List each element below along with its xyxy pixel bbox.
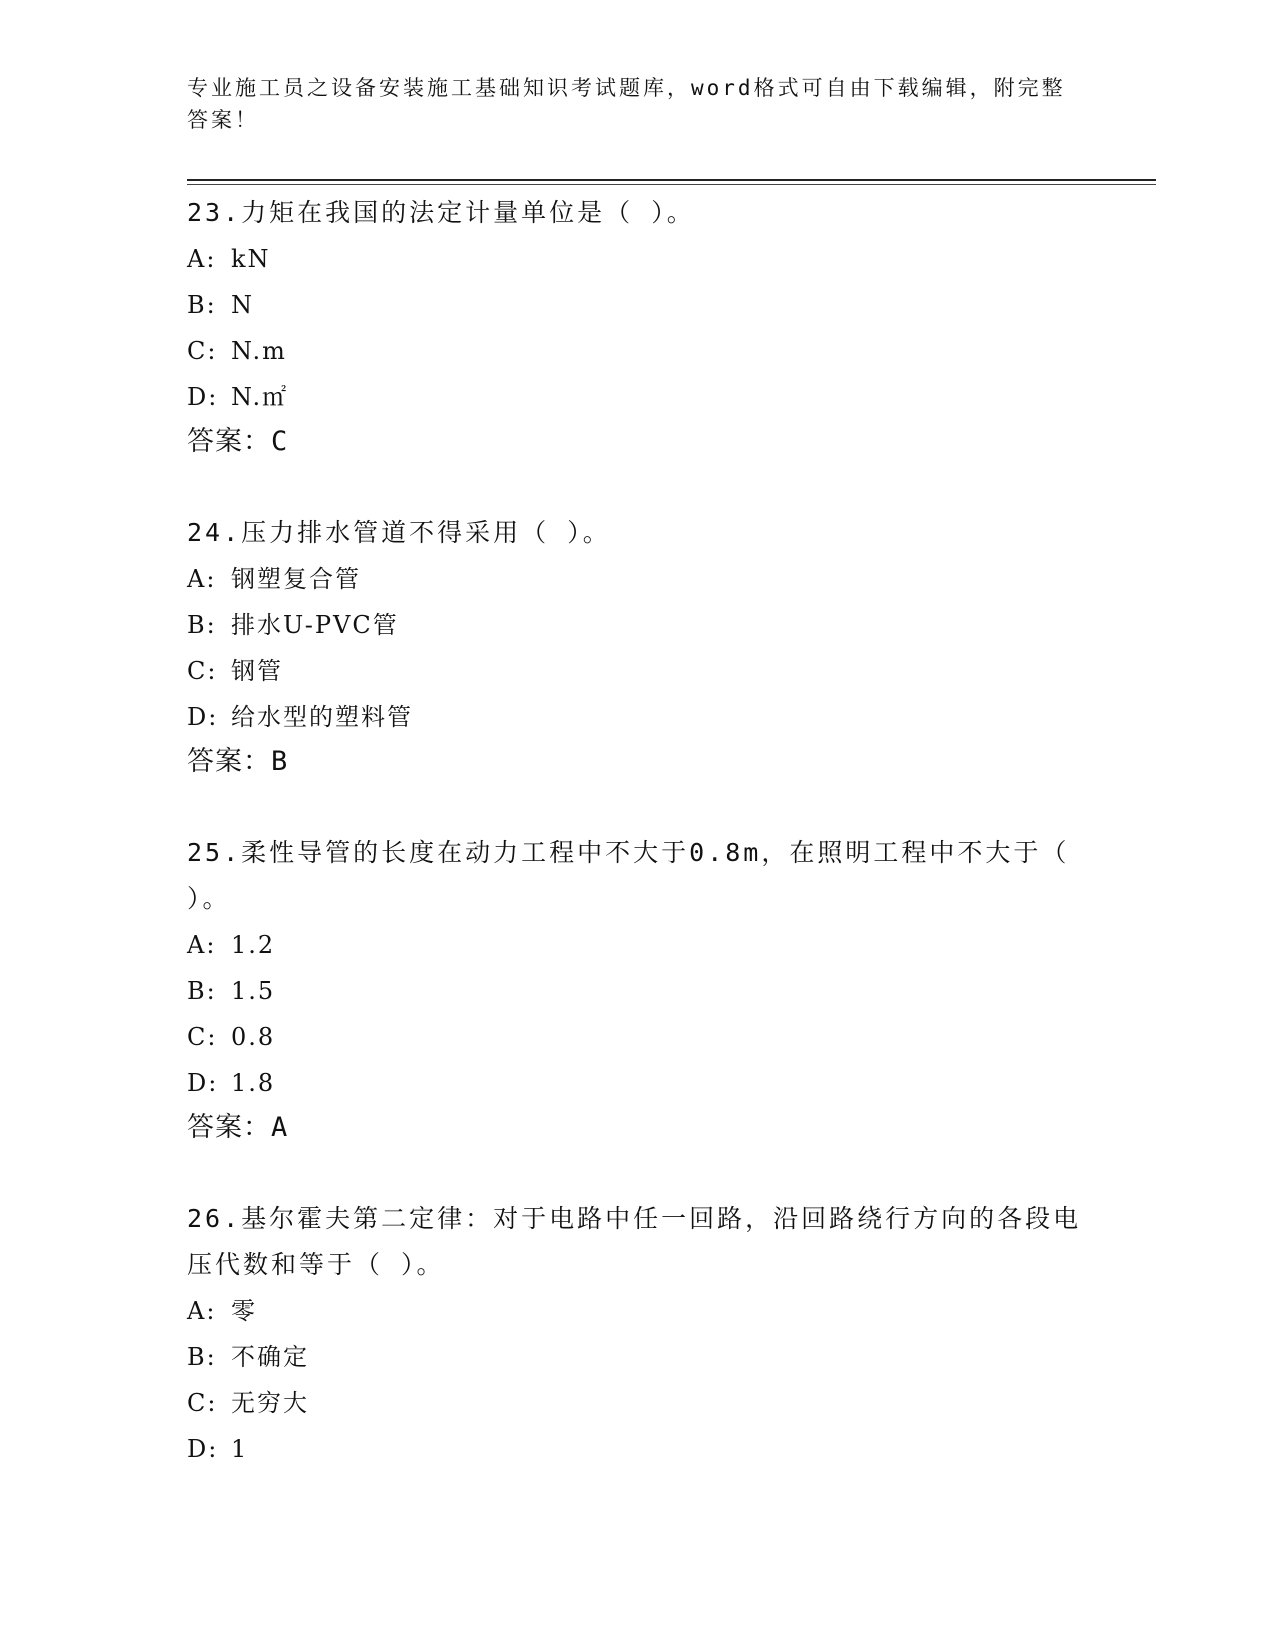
option-text: kN — [231, 245, 271, 273]
option-text: N.㎡ — [231, 383, 289, 411]
option-key: A: — [187, 245, 217, 273]
option-b — [187, 282, 1087, 328]
header-divider-thin — [187, 184, 1156, 185]
option-text: 钢塑复合管 — [231, 565, 361, 593]
option-d — [187, 694, 1087, 740]
option-d — [187, 374, 1087, 420]
option-key: C: — [187, 657, 218, 685]
option-text: 1 — [231, 1435, 249, 1463]
question-25 — [187, 830, 1087, 1150]
option-key: C: — [187, 1023, 218, 1051]
option-key: D: — [187, 1435, 219, 1463]
option-key: D: — [187, 703, 219, 731]
option-key: D: — [187, 1069, 219, 1097]
option-key: B: — [187, 1343, 217, 1371]
option-text: N — [231, 291, 254, 319]
option-b — [187, 968, 1087, 1014]
option-key: D: — [187, 383, 219, 411]
option-text: 无穷大 — [231, 1389, 309, 1417]
option-key: A: — [187, 931, 217, 959]
option-key: B: — [187, 611, 217, 639]
question-26 — [187, 1196, 1087, 1472]
option-text: 给水型的塑料管 — [231, 703, 413, 731]
option-c — [187, 328, 1087, 374]
option-text: 排水U-PVC管 — [231, 611, 399, 639]
question-23 — [187, 190, 1087, 464]
option-d — [187, 1426, 1087, 1472]
question-stem: 24.压力排水管道不得采用（ ）。 — [187, 518, 611, 547]
answer-line: 答案：B — [187, 746, 289, 777]
option-a — [187, 1288, 1087, 1334]
option-text: 钢管 — [231, 657, 283, 685]
option-text: 1.5 — [231, 977, 276, 1005]
option-a — [187, 922, 1087, 968]
option-c — [187, 648, 1087, 694]
option-d — [187, 1060, 1087, 1106]
option-key: C: — [187, 337, 218, 365]
option-b — [187, 602, 1087, 648]
document-header: 专业施工员之设备安装施工基础知识考试题库，word格式可自由下载编辑，附完整答案！ — [187, 76, 1066, 132]
option-c — [187, 1380, 1087, 1426]
question-list — [187, 190, 1087, 1472]
option-text: 不确定 — [231, 1343, 309, 1371]
option-b — [187, 1334, 1087, 1380]
question-stem: 23.力矩在我国的法定计量单位是（ ）。 — [187, 198, 695, 227]
question-stem: 26.基尔霍夫第二定律：对于电路中任一回路，沿回路绕行方向的各段电压代数和等于（ ）。 — [187, 1204, 1082, 1279]
answer-line: 答案：A — [187, 1112, 289, 1143]
option-text: 零 — [231, 1297, 257, 1325]
option-text: 1.8 — [231, 1069, 276, 1097]
option-c — [187, 1014, 1087, 1060]
option-text: 0.8 — [231, 1023, 276, 1051]
option-key: B: — [187, 291, 217, 319]
answer-line: 答案：C — [187, 426, 289, 457]
question-stem: 25.柔性导管的长度在动力工程中不大于0.8m，在照明工程中不大于（ ）。 — [187, 838, 1070, 913]
option-a — [187, 236, 1087, 282]
question-24 — [187, 510, 1087, 784]
option-text: N.m — [231, 337, 287, 365]
option-key: B: — [187, 977, 217, 1005]
option-key: C: — [187, 1389, 218, 1417]
header-divider-thick — [187, 179, 1156, 181]
option-key: A: — [187, 1297, 217, 1325]
option-a — [187, 556, 1087, 602]
option-text: 1.2 — [231, 931, 276, 959]
option-key: A: — [187, 565, 217, 593]
